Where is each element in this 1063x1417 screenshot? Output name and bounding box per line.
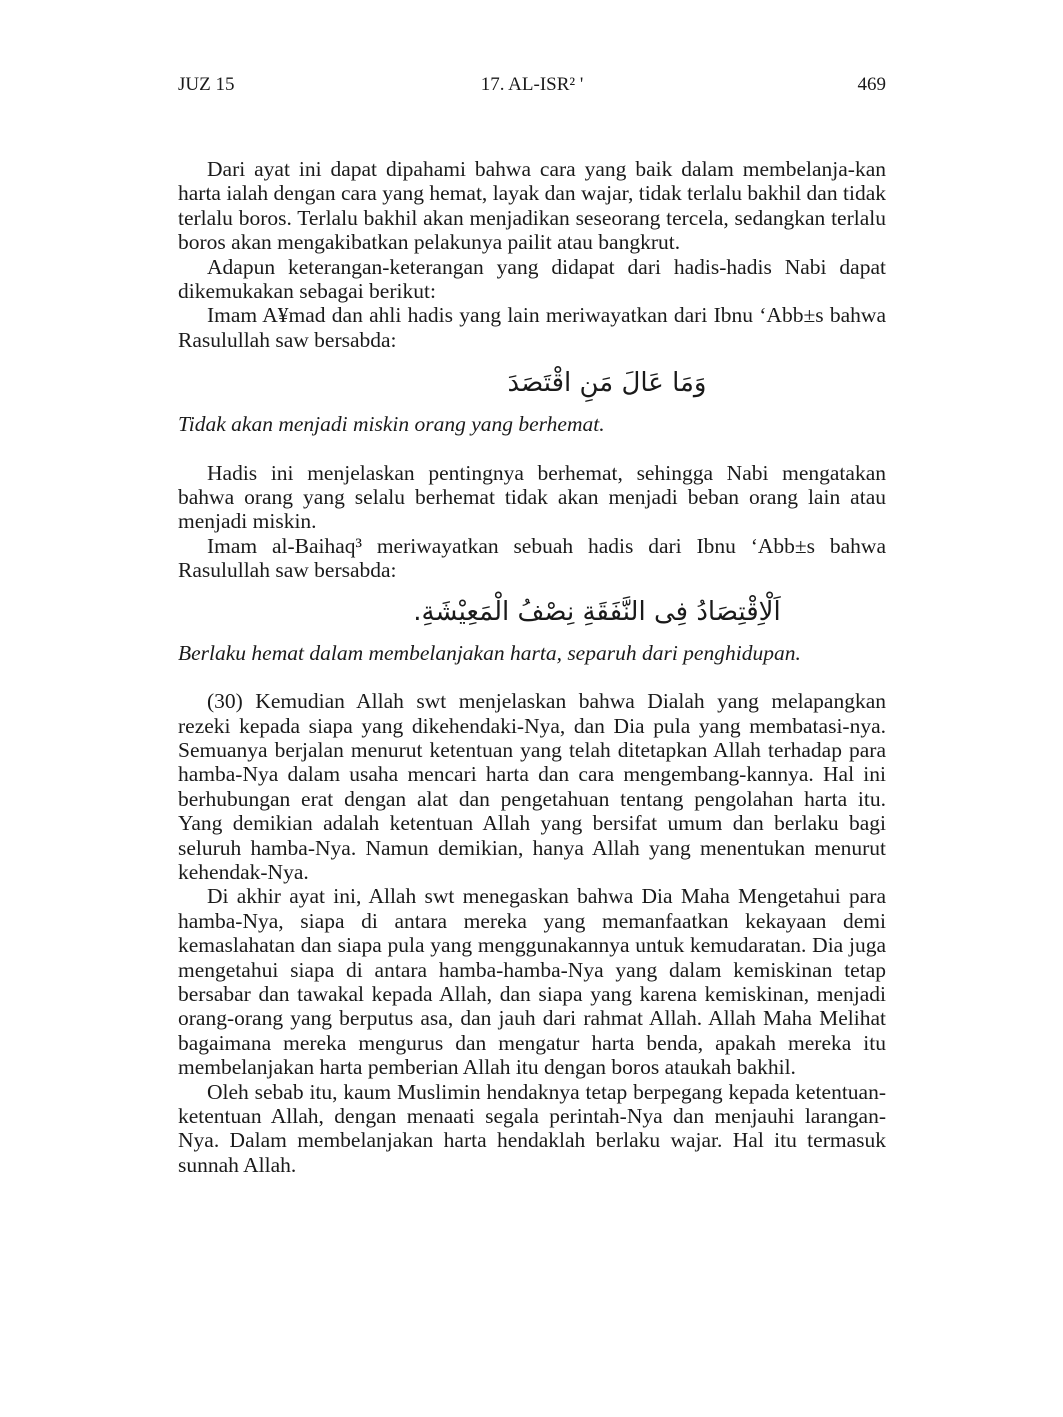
- paragraph-2: Adapun keterangan-keterangan yang didapat dari hadis-hadis Nabi dapat dikemukakan sebagai berikut:: [178, 254, 886, 304]
- surah-title: 17. AL-ISR² ': [480, 74, 584, 95]
- translation-1: Tidak akan menjadi miskin orang yang berhemat.: [178, 412, 605, 437]
- paragraph-8: Oleh sebab itu, kaum Muslimin hendaknya tetap berpegang kepada ketentuan-ketentuan Allah, dengan menaati segala perintah-Nya dan menjauhi larangan-Nya. Dalam membelanjakan harta hendaklah berlaku wajar. Hal itu termasuk sunnah Allah.: [178, 1079, 886, 1177]
- page-header: [178, 74, 886, 102]
- paragraph-7: Di akhir ayat ini, Allah swt menegaskan bahwa Dia Maha Mengetahui para hamba-Nya, siapa di antara mereka yang memanfaatkan kekayaan demi kemaslahatan dan siapa pula yang menggunakannya untuk kemudaratan. Dia juga mengetahui siapa di antara hamba-hamba-Nya yang dalam kemiskinan tetap bersabar dan tawakal kepada Allah, dan siapa yang karena kemiskinan, menjadi orang-orang yang berputus asa, dan jauh dari rahmat Allah. Allah Maha Melihat bagaimana mereka mengurus dan mengatur harta benda, apakah mereka itu membelanjakan harta pemberian Allah itu dengan boros ataukah bakhil.: [178, 884, 886, 1080]
- paragraph-6: (30) Kemudian Allah swt menjelaskan bahwa Dialah yang melapangkan rezeki kepada siapa yang dikehendaki-Nya, dan Dia pula yang membatasi-nya. Semuanya berjalan menurut ketentuan yang telah ditetapkan Allah terhadap para hamba-Nya dalam usaha mencari harta dan cara mengembang-kannya. Hal ini berhubungan erat dengan alat dan pengetahuan tentang pengolahan harta itu. Yang demikian adalah ketentuan Allah yang bersifat umum dan berlaku bagi seluruh hamba-Nya. Namun demikian, hanya Allah yang menentukan menurut kehendak-Nya.: [178, 689, 886, 884]
- arabic-hadith-1: وَمَا عَالَ مَنِ اقْتَصَدَ: [507, 368, 707, 399]
- page-body: [178, 157, 886, 1177]
- paragraph-3: Imam A¥mad dan ahli hadis yang lain meriwayatkan dari Ibnu ‘Abb±s bahwa Rasulullah saw bersabda:: [178, 303, 886, 352]
- paragraph-1: Dari ayat ini dapat dipahami bahwa cara yang baik dalam membelanja-kan harta ialah dengan cara yang hemat, layak dan wajar, tidak terlalu bakhil dan tidak terlalu boros. Terlalu bakhil akan menjadikan seseorang tercela, sedangkan terlalu boros akan mengakibatkan pelakunya pailit atau bangkrut.: [178, 157, 886, 255]
- arabic-hadith-2: اَلْاِقْتِصَادُ فِى النَّفَقَةِ نِصْفُ الْمَعِيْشَةِ.: [413, 596, 781, 627]
- page-number: 469: [857, 74, 886, 95]
- translation-2: Berlaku hemat dalam membelanjakan harta, separuh dari penghidupan.: [178, 640, 801, 665]
- paragraph-4: Hadis ini menjelaskan pentingnya berhemat, sehingga Nabi mengatakan bahwa orang yang selalu berhemat tidak akan menjadi beban orang lain atau menjadi miskin.: [178, 460, 886, 534]
- spacer: [178, 665, 886, 689]
- spacer: [178, 437, 886, 461]
- juz-label: JUZ 15: [178, 74, 235, 95]
- paragraph-5: Imam al-Baihaq³ meriwayatkan sebuah hadis dari Ibnu ‘Abb±s bahwa Rasulullah saw bersabda:: [178, 533, 886, 583]
